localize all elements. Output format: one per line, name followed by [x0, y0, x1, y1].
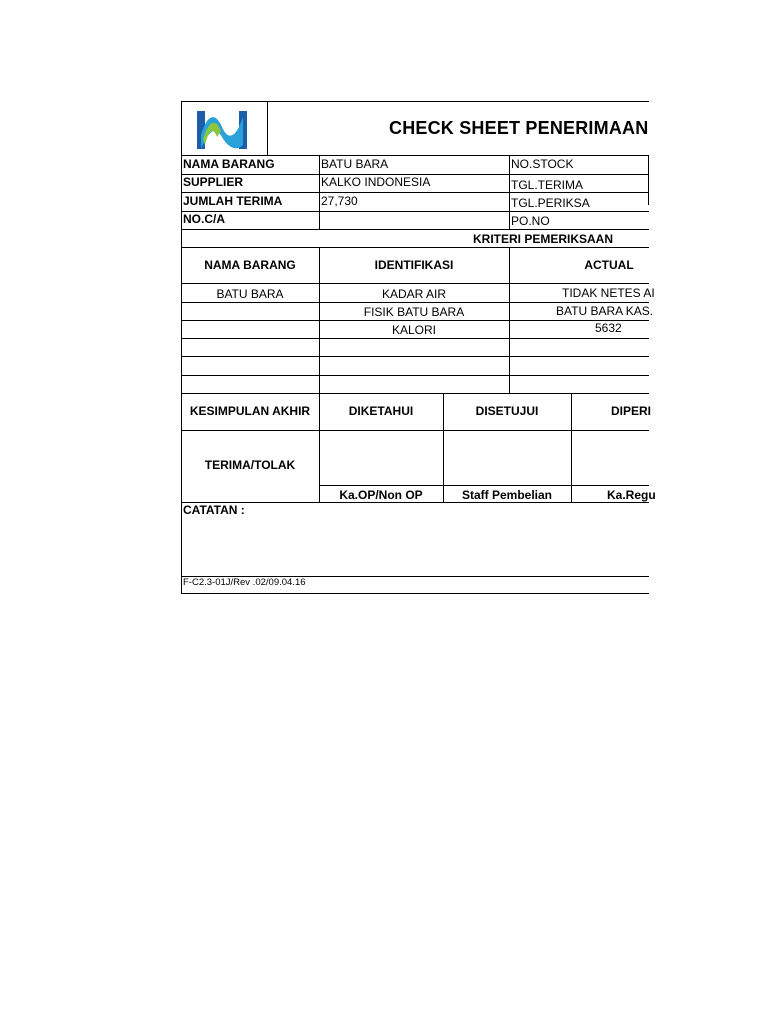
- supplier-value: KALKO INDONESIA: [321, 175, 431, 189]
- row-line: [181, 320, 649, 321]
- row-line: [181, 338, 649, 339]
- criteria-col-nama-barang: NAMA BARANG: [204, 258, 296, 272]
- logo-cell-divider: [267, 101, 268, 155]
- criteria-row-2-identifikasi: FISIK BATU BARA: [363, 305, 465, 319]
- criteria-row-3-identifikasi: KALORI: [391, 323, 436, 337]
- row-line: [181, 211, 649, 212]
- form-code: F-C2.3-01J/Rev .02/09.04.16: [183, 577, 306, 588]
- catatan-label: CATATAN :: [183, 503, 245, 517]
- signature-label-3: Ka.Regu: [607, 488, 656, 502]
- nama-barang-value: BATU BARA: [321, 157, 389, 171]
- row-line: [181, 155, 649, 156]
- tgl-periksa-label: TGL.PERIKSA: [511, 196, 590, 210]
- criteria-row-3-actual: 5632: [595, 321, 622, 335]
- supplier-label: SUPPLIER: [183, 175, 244, 189]
- border-top: [181, 101, 649, 102]
- row-line: [319, 485, 649, 486]
- row-line: [181, 229, 649, 230]
- criteria-row-1-nama: BATU BARA: [216, 287, 284, 301]
- col-line: [319, 155, 320, 229]
- criteria-row-1-identifikasi: KADAR AIR: [381, 287, 447, 301]
- po-no-label: PO.NO: [511, 214, 550, 228]
- jumlah-terima-label: JUMLAH TERIMA: [183, 194, 283, 208]
- no-ca-label: NO.C/A: [183, 212, 225, 226]
- border-bottom: [181, 593, 649, 594]
- row-line: [181, 302, 649, 303]
- nama-barang-label: NAMA BARANG: [183, 157, 275, 171]
- diperiksa-label: DIPERI: [611, 404, 652, 418]
- row-line: [181, 430, 649, 431]
- col-line: [571, 393, 572, 502]
- check-sheet-form: [181, 101, 656, 594]
- criteria-col-actual: ACTUAL: [584, 258, 634, 272]
- jumlah-terima-value: 27,730: [321, 194, 358, 208]
- kesimpulan-akhir-label: KESIMPULAN AKHIR: [189, 404, 311, 418]
- page-title: CHECK SHEET PENERIMAAN: [389, 118, 649, 138]
- border-right: [648, 155, 649, 205]
- company-logo: [193, 105, 251, 151]
- tgl-terima-label: TGL.TERIMA: [511, 178, 584, 192]
- criteria-row-1-actual: TIDAK NETES AI: [562, 286, 655, 300]
- row-line: [181, 192, 649, 193]
- result-label: TERIMA/TOLAK: [204, 458, 296, 472]
- no-stock-label: NO.STOCK: [511, 157, 574, 171]
- row-line: [181, 247, 649, 248]
- col-line: [509, 155, 510, 229]
- row-line: [181, 283, 649, 284]
- criteria-col-identifikasi: IDENTIFIKASI: [374, 258, 454, 272]
- row-line: [181, 393, 649, 394]
- diketahui-label: DIKETAHUI: [348, 404, 414, 418]
- criteria-section-label: KRITERI PEMERIKSAAN: [473, 232, 614, 246]
- row-line: [181, 502, 649, 503]
- criteria-row-2-actual: BATU BARA KAS.: [556, 304, 654, 318]
- signature-label-1: Ka.OP/Non OP: [339, 488, 423, 502]
- signature-label-2: Staff Pembelian: [461, 488, 553, 502]
- row-line: [181, 375, 649, 376]
- disetujui-label: DISETUJUI: [475, 404, 539, 418]
- row-line: [181, 356, 649, 357]
